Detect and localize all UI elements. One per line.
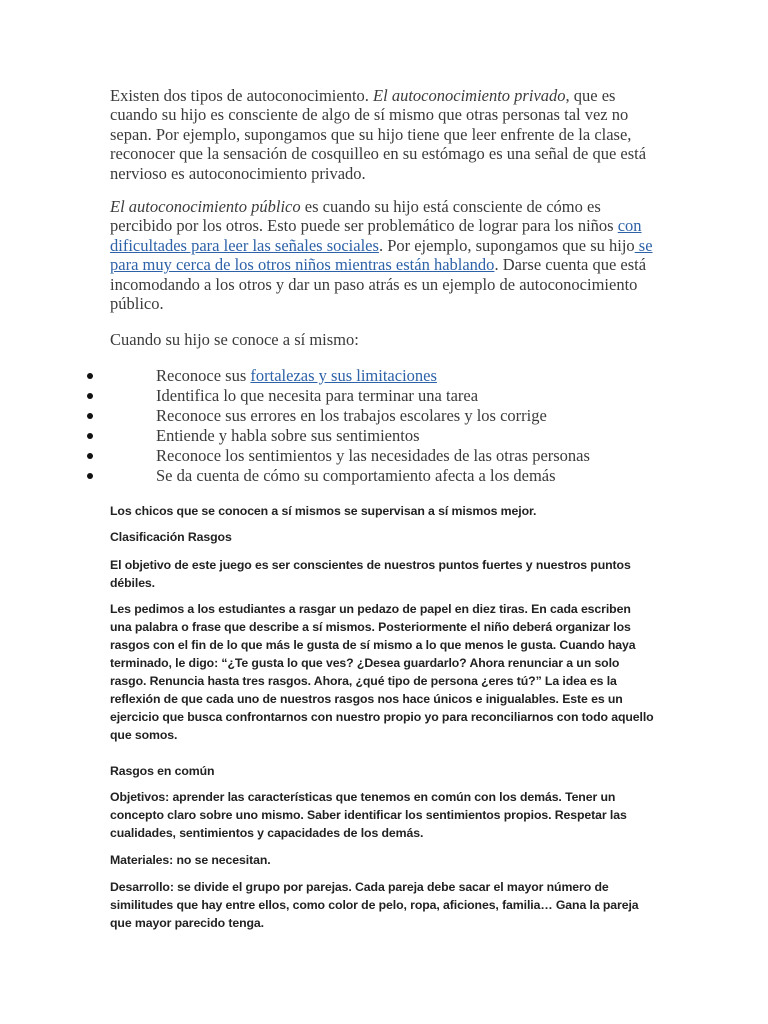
list-item (0, 406, 768, 426)
p2-text-b: . Por ejemplo, supongamos que su hijo (378, 235, 635, 255)
bullet-text: Entiende y habla sobre sus sentimientos (156, 426, 420, 445)
paragraph-list-intro: Cuando su hijo se conoce a sí mismo: (110, 330, 359, 349)
heading-clasificacion-rasgos: Clasificación Rasgos (110, 530, 232, 544)
bullet-icon (87, 393, 93, 399)
bullet-list (0, 366, 768, 486)
list-item (0, 426, 768, 446)
p1-text-b: , que es cuando su hijo es consciente de algo de sí mismo que otras personas tal vez no sepan. Por ejemplo, supongamos que su hijo tiene que leer enfrente de la clase, reconocer que la sensación de cosquilleo en su estómago es una señal de que está nervioso es autoconocimiento privado. (110, 86, 647, 183)
paragraph-objectives: Objetivos: aprender las características que tenemos en común con los demás. Tener un concepto claro sobre uno mismo. Saber identificar los sentimientos propios. Respetar las cualidades, sentimientos y capacidades de los demás. (110, 790, 627, 840)
list-item (0, 446, 768, 466)
bullet-text: Identifica lo que necesita para terminar una tarea (156, 386, 479, 405)
link-social-signals[interactable]: con dificultades para leer las señales sociales (110, 216, 642, 255)
bullet-text: Reconoce los sentimientos y las necesidades de las otras personas (156, 446, 590, 465)
bullet-icon (87, 453, 93, 459)
p2-italic-term: El autoconocimiento público (110, 197, 301, 216)
p1-text-a: Existen dos tipos de autoconocimiento. (110, 86, 374, 105)
bullet-text: Reconoce sus errores en los trabajos escolares y los corrige (156, 406, 547, 425)
list-item (0, 466, 768, 486)
heading-rasgos-en-comun: Rasgos en común (110, 764, 215, 778)
paragraph-game-instructions: Les pedimos a los estudiantes a rasgar un pedazo de papel en diez tiras. En cada escriben una palabra o frase que describe a sí mismos. Posteriormente el niño deberá organizar los rasgos con el fin de lo que más le gusta de sí mismo a lo que menos le gusta. Cuando haya terminado, le digo: “¿Te gusta lo que ves? ¿Desea guardarlo? Ahora renunciar a un solo rasgo. Renuncia hasta tres rasgos. Ahora, ¿qué tipo de persona ¿eres tú?” La idea es la reflexión de que cada uno de nuestros rasgos nos hace únicos e inigualables. Este es un ejercicio que busca confrontarnos con nuestro propio yo para reconciliarnos con todo aquello que somos. (110, 602, 654, 742)
paragraph-materials: Materiales: no se necesitan. (110, 853, 271, 867)
paragraph-public-self-knowledge (110, 197, 665, 313)
list-item (0, 386, 768, 406)
bullet-icon (87, 473, 93, 479)
p2-text-c: . Darse cuenta que está incomodando a los otros y dar un paso atrás es un ejemplo de autoconocimiento público. (110, 255, 647, 314)
paragraph-development: Desarrollo: se divide el grupo por parejas. Cada pareja debe sacar el mayor número de similitudes que hay entre ellos, como color de pelo, ropa, aficiones, familia… Gana la pareja que mayor parecido tenga. (110, 880, 639, 930)
p2-text-a: es cuando su hijo está consciente de cómo es percibido por los otros. Esto puede ser problemático de lograr para los niños (110, 197, 618, 236)
bullet-icon (87, 373, 93, 379)
paragraph-game-objective: El objetivo de este juego es ser conscientes de nuestros puntos fuertes y nuestros puntos débiles. (110, 558, 631, 590)
paragraph-private-self-knowledge (110, 86, 665, 183)
bullet-icon (87, 413, 93, 419)
link-stands-too-close[interactable]: se para muy cerca de los otros niños mientras están hablando (110, 235, 653, 275)
bullet-text: Se da cuenta de cómo su comportamiento afecta a los demás (156, 466, 556, 485)
p1-italic-term: El autoconocimiento privado (373, 86, 566, 105)
link-strengths-limitations[interactable]: fortalezas y sus limitaciones (250, 366, 437, 385)
bullet-icon (87, 433, 93, 439)
list-item (0, 366, 768, 386)
bullet-prefix: Reconoce sus (156, 366, 251, 385)
bullet-text (156, 366, 437, 385)
statement-self-supervision: Los chicos que se conocen a sí mismos se supervisan a sí mismos mejor. (110, 504, 537, 518)
